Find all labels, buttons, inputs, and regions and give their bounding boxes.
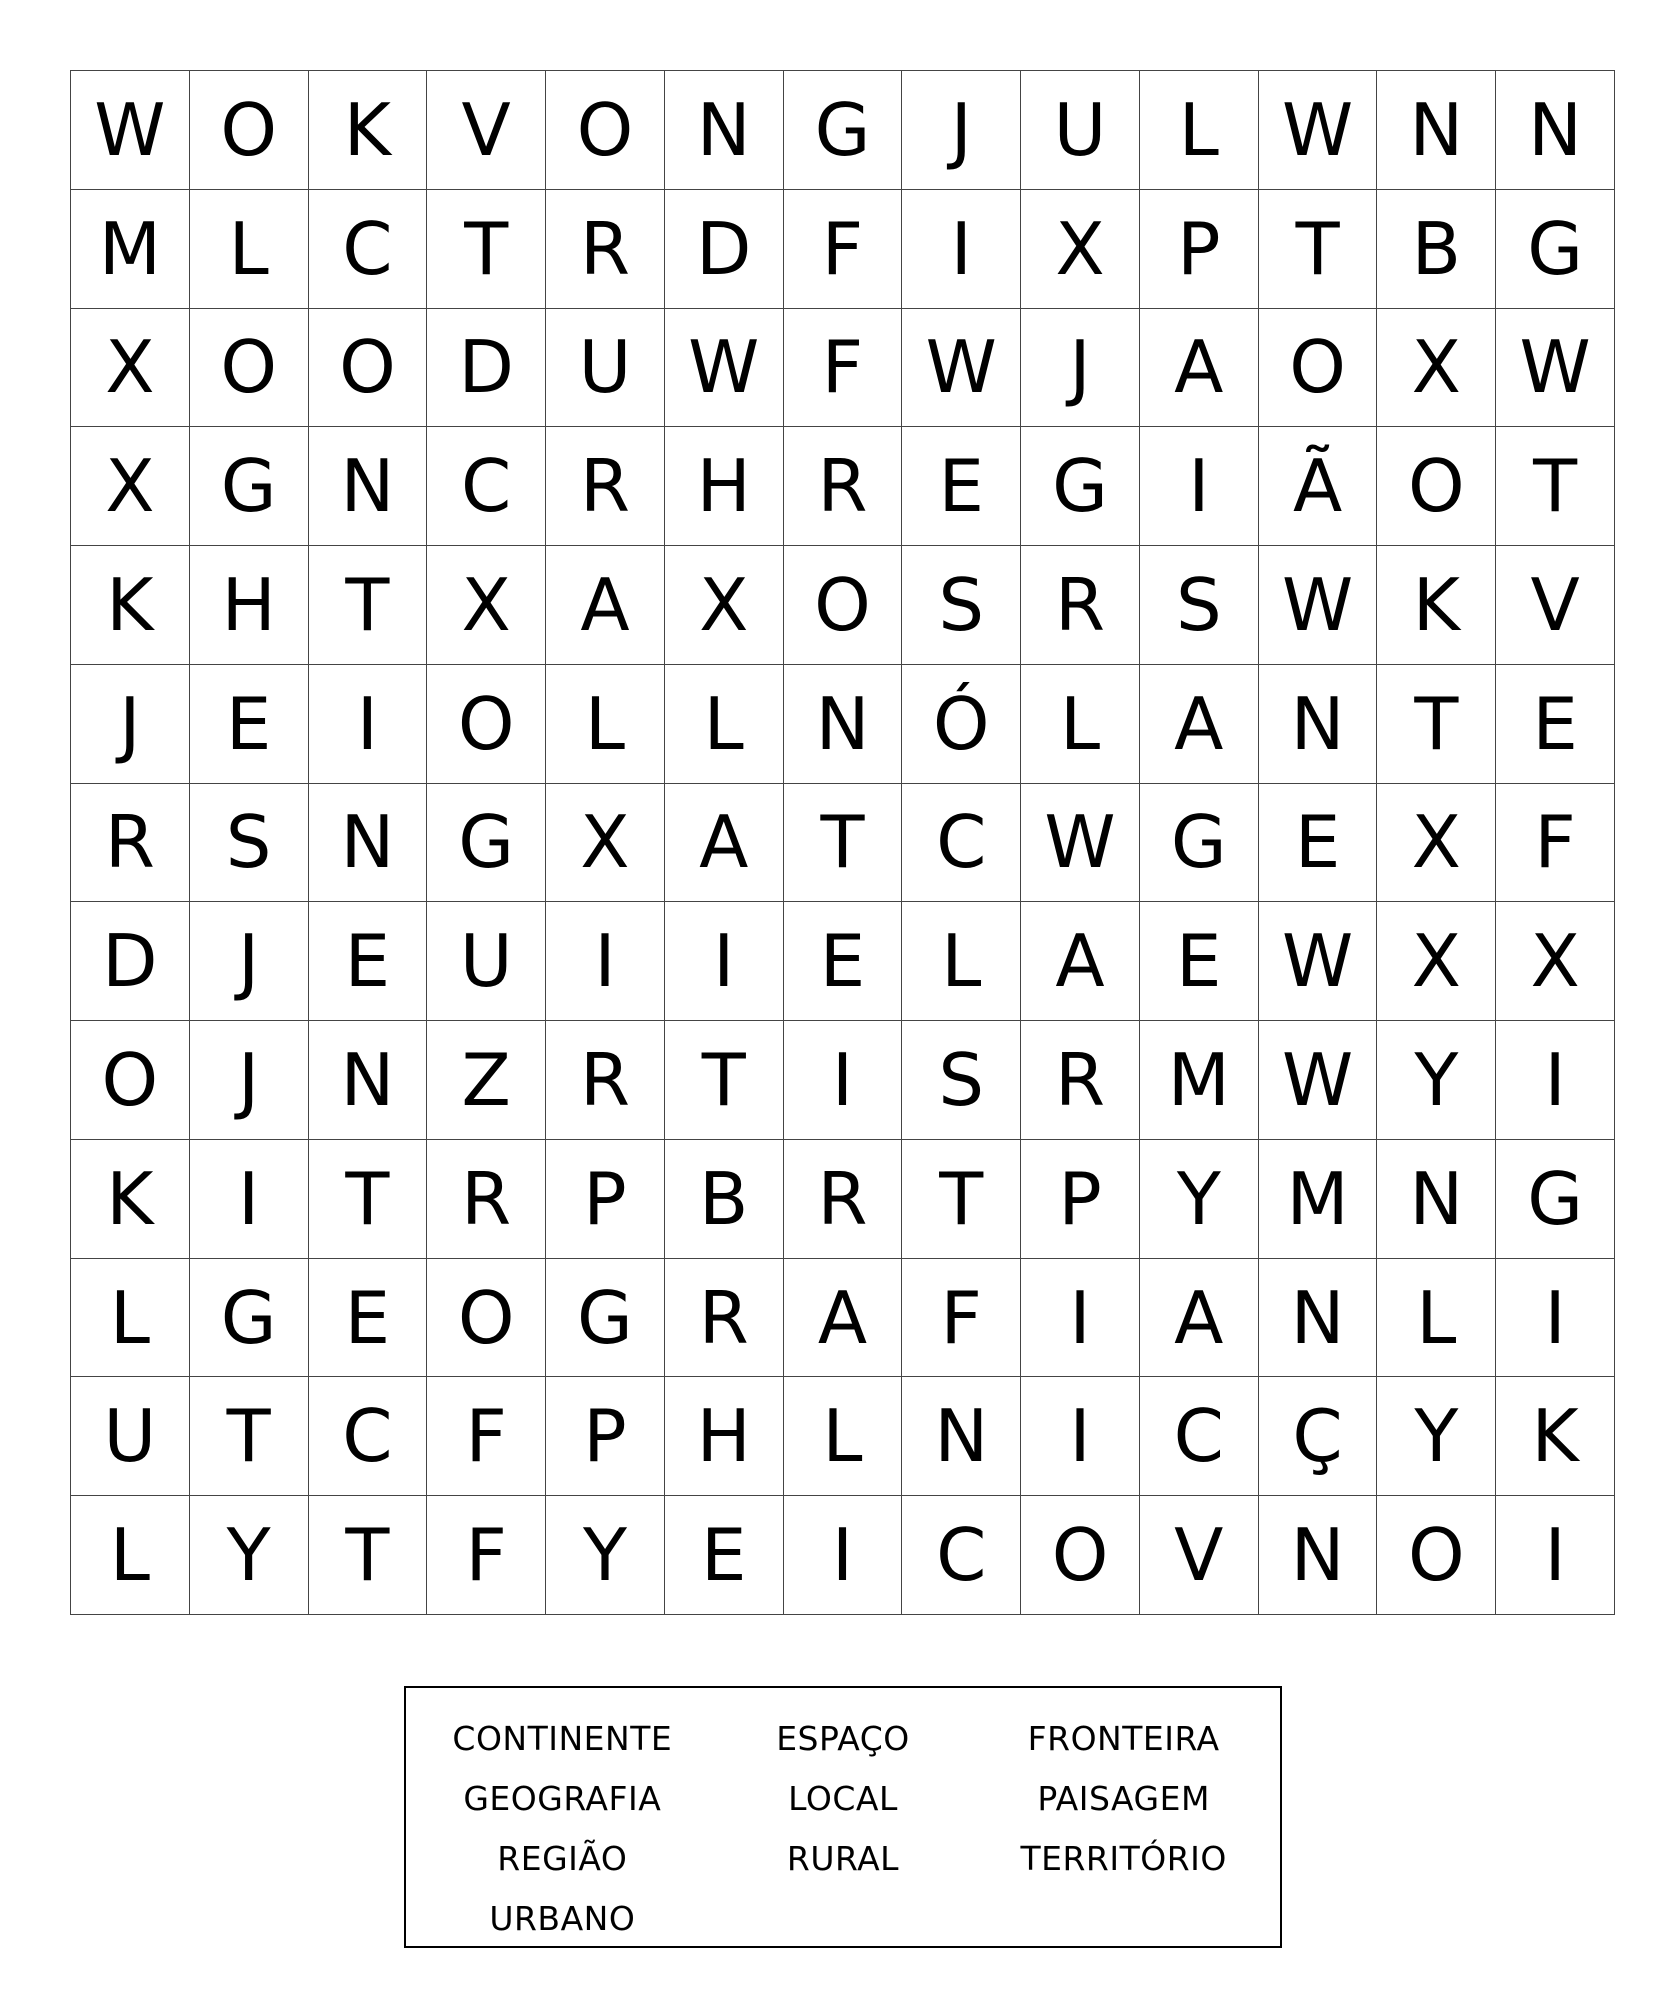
- grid-cell[interactable]: G: [1496, 1140, 1615, 1259]
- grid-cell[interactable]: W: [665, 309, 784, 428]
- grid-cell[interactable]: B: [665, 1140, 784, 1259]
- grid-cell[interactable]: L: [665, 665, 784, 784]
- grid-cell[interactable]: A: [1140, 309, 1259, 428]
- grid-cell[interactable]: I: [1496, 1496, 1615, 1615]
- grid-cell[interactable]: I: [902, 190, 1021, 309]
- grid-cell[interactable]: L: [190, 190, 309, 309]
- grid-cell[interactable]: R: [546, 190, 665, 309]
- grid-cell[interactable]: U: [71, 1377, 190, 1496]
- grid-cell[interactable]: N: [309, 427, 428, 546]
- grid-cell[interactable]: O: [427, 1259, 546, 1378]
- grid-cell[interactable]: T: [309, 1140, 428, 1259]
- grid-cell[interactable]: Y: [190, 1496, 309, 1615]
- grid-cell[interactable]: E: [190, 665, 309, 784]
- grid-cell[interactable]: T: [902, 1140, 1021, 1259]
- grid-cell[interactable]: T: [190, 1377, 309, 1496]
- grid-cell[interactable]: R: [1021, 1021, 1140, 1140]
- grid-cell[interactable]: X: [546, 784, 665, 903]
- grid-cell[interactable]: N: [1377, 71, 1496, 190]
- grid-cell[interactable]: F: [427, 1377, 546, 1496]
- grid-cell[interactable]: T: [1259, 190, 1378, 309]
- grid-cell[interactable]: D: [71, 902, 190, 1021]
- grid-cell[interactable]: N: [1377, 1140, 1496, 1259]
- grid-cell[interactable]: B: [1377, 190, 1496, 309]
- grid-cell[interactable]: F: [902, 1259, 1021, 1378]
- grid-cell[interactable]: N: [1259, 1259, 1378, 1378]
- grid-cell[interactable]: X: [1377, 902, 1496, 1021]
- grid-cell[interactable]: F: [1496, 784, 1615, 903]
- grid-cell[interactable]: H: [190, 546, 309, 665]
- word-bank-item: ESPAÇO: [776, 1718, 910, 1758]
- grid-cell[interactable]: I: [309, 665, 428, 784]
- grid-cell[interactable]: U: [1021, 71, 1140, 190]
- grid-cell[interactable]: U: [427, 902, 546, 1021]
- grid-cell[interactable]: C: [1140, 1377, 1259, 1496]
- grid-cell[interactable]: Y: [1377, 1377, 1496, 1496]
- grid-cell[interactable]: N: [902, 1377, 1021, 1496]
- grid-cell[interactable]: P: [546, 1377, 665, 1496]
- grid-cell[interactable]: W: [902, 309, 1021, 428]
- grid-cell[interactable]: M: [71, 190, 190, 309]
- grid-cell[interactable]: V: [427, 71, 546, 190]
- grid-cell[interactable]: I: [1140, 427, 1259, 546]
- grid-cell[interactable]: X: [1496, 902, 1615, 1021]
- grid-cell[interactable]: O: [190, 71, 309, 190]
- grid-cell[interactable]: X: [1377, 309, 1496, 428]
- grid-cell[interactable]: R: [71, 784, 190, 903]
- grid-cell[interactable]: J: [902, 71, 1021, 190]
- grid-cell[interactable]: D: [665, 190, 784, 309]
- grid-cell[interactable]: P: [546, 1140, 665, 1259]
- word-bank-item: TERRITÓRIO: [1020, 1838, 1227, 1878]
- grid-cell[interactable]: I: [546, 902, 665, 1021]
- grid-cell[interactable]: W: [1259, 902, 1378, 1021]
- word-bank-item: LOCAL: [788, 1778, 898, 1818]
- word-bank-item: CONTINENTE: [452, 1718, 673, 1758]
- grid-cell[interactable]: N: [309, 1021, 428, 1140]
- grid-cell[interactable]: R: [546, 427, 665, 546]
- grid-cell[interactable]: K: [71, 1140, 190, 1259]
- grid-cell[interactable]: E: [309, 1259, 428, 1378]
- grid-cell[interactable]: W: [1259, 1021, 1378, 1140]
- grid-cell[interactable]: Ã: [1259, 427, 1378, 546]
- grid-cell[interactable]: J: [1021, 309, 1140, 428]
- grid-cell[interactable]: U: [546, 309, 665, 428]
- grid-cell[interactable]: F: [784, 190, 903, 309]
- grid-cell[interactable]: L: [546, 665, 665, 784]
- grid-cell[interactable]: G: [1140, 784, 1259, 903]
- grid-cell[interactable]: W: [1021, 784, 1140, 903]
- grid-cell[interactable]: I: [1496, 1021, 1615, 1140]
- grid-cell[interactable]: L: [1021, 665, 1140, 784]
- grid-cell[interactable]: R: [427, 1140, 546, 1259]
- grid-cell[interactable]: R: [546, 1021, 665, 1140]
- grid-cell[interactable]: G: [546, 1259, 665, 1378]
- grid-cell[interactable]: G: [1496, 190, 1615, 309]
- grid-cell[interactable]: W: [71, 71, 190, 190]
- grid-cell[interactable]: C: [309, 190, 428, 309]
- grid-cell[interactable]: N: [1259, 665, 1378, 784]
- grid-cell[interactable]: F: [784, 309, 903, 428]
- grid-cell[interactable]: S: [190, 784, 309, 903]
- word-search-grid: [70, 70, 1615, 1615]
- grid-cell[interactable]: T: [1496, 427, 1615, 546]
- grid-cell[interactable]: E: [309, 902, 428, 1021]
- grid-cell[interactable]: I: [190, 1140, 309, 1259]
- grid-cell[interactable]: O: [1377, 1496, 1496, 1615]
- grid-cell[interactable]: L: [1377, 1259, 1496, 1378]
- grid-cell[interactable]: P: [1021, 1140, 1140, 1259]
- grid-cell[interactable]: T: [1377, 665, 1496, 784]
- grid-cell[interactable]: Ç: [1259, 1377, 1378, 1496]
- grid-cell[interactable]: I: [1021, 1259, 1140, 1378]
- grid-cell[interactable]: Y: [1140, 1140, 1259, 1259]
- grid-cell[interactable]: Y: [546, 1496, 665, 1615]
- grid-cell[interactable]: E: [1496, 665, 1615, 784]
- grid-cell[interactable]: L: [784, 1377, 903, 1496]
- grid-cell[interactable]: G: [190, 1259, 309, 1378]
- grid-cell[interactable]: K: [1496, 1377, 1615, 1496]
- grid-cell[interactable]: M: [1259, 1140, 1378, 1259]
- grid-cell[interactable]: O: [1377, 427, 1496, 546]
- grid-cell[interactable]: L: [1140, 71, 1259, 190]
- grid-cell[interactable]: J: [71, 665, 190, 784]
- grid-cell[interactable]: K: [309, 71, 428, 190]
- grid-cell[interactable]: J: [190, 1021, 309, 1140]
- grid-cell[interactable]: X: [1021, 190, 1140, 309]
- grid-cell[interactable]: C: [427, 427, 546, 546]
- grid-cell[interactable]: O: [1259, 309, 1378, 428]
- grid-cell[interactable]: E: [784, 902, 903, 1021]
- grid-cell[interactable]: I: [784, 1021, 903, 1140]
- grid-cell[interactable]: N: [1496, 71, 1615, 190]
- grid-cell[interactable]: N: [665, 71, 784, 190]
- grid-cell[interactable]: J: [190, 902, 309, 1021]
- grid-cell[interactable]: E: [902, 427, 1021, 546]
- grid-cell[interactable]: O: [546, 71, 665, 190]
- grid-cell[interactable]: C: [902, 1496, 1021, 1615]
- grid-cell[interactable]: T: [427, 190, 546, 309]
- grid-cell[interactable]: T: [309, 1496, 428, 1615]
- grid-cell[interactable]: X: [71, 309, 190, 428]
- grid-cell[interactable]: K: [71, 546, 190, 665]
- grid-cell[interactable]: Z: [427, 1021, 546, 1140]
- grid-cell[interactable]: N: [1259, 1496, 1378, 1615]
- grid-cell[interactable]: Y: [1377, 1021, 1496, 1140]
- grid-cell[interactable]: O: [1021, 1496, 1140, 1615]
- grid-cell[interactable]: X: [427, 546, 546, 665]
- grid-cell[interactable]: R: [1021, 546, 1140, 665]
- grid-cell[interactable]: T: [665, 1021, 784, 1140]
- grid-cell[interactable]: E: [665, 1496, 784, 1615]
- grid-cell[interactable]: N: [309, 784, 428, 903]
- grid-cell[interactable]: A: [665, 784, 784, 903]
- word-bank-item: REGIÃO: [497, 1838, 628, 1878]
- grid-cell[interactable]: I: [1021, 1377, 1140, 1496]
- grid-cell[interactable]: E: [1259, 784, 1378, 903]
- grid-cell[interactable]: Ó: [902, 665, 1021, 784]
- grid-cell[interactable]: C: [902, 784, 1021, 903]
- grid-cell[interactable]: G: [427, 784, 546, 903]
- grid-cell[interactable]: L: [71, 1496, 190, 1615]
- grid-cell[interactable]: M: [1140, 1021, 1259, 1140]
- grid-cell[interactable]: E: [1140, 902, 1259, 1021]
- grid-cell[interactable]: W: [1259, 71, 1378, 190]
- grid-cell[interactable]: F: [427, 1496, 546, 1615]
- grid-cell[interactable]: X: [1377, 784, 1496, 903]
- grid-cell[interactable]: X: [71, 427, 190, 546]
- grid-cell[interactable]: V: [1140, 1496, 1259, 1615]
- grid-cell[interactable]: H: [665, 1377, 784, 1496]
- grid-cell[interactable]: W: [1259, 546, 1378, 665]
- grid-cell[interactable]: K: [1377, 546, 1496, 665]
- grid-cell[interactable]: D: [427, 309, 546, 428]
- grid-cell[interactable]: A: [784, 1259, 903, 1378]
- grid-cell[interactable]: V: [1496, 546, 1615, 665]
- grid-cell[interactable]: S: [902, 546, 1021, 665]
- grid-cell[interactable]: L: [71, 1259, 190, 1378]
- grid-cell[interactable]: O: [71, 1021, 190, 1140]
- grid-cell[interactable]: O: [309, 309, 428, 428]
- grid-cell[interactable]: T: [309, 546, 428, 665]
- grid-cell[interactable]: A: [1021, 902, 1140, 1021]
- grid-cell[interactable]: L: [902, 902, 1021, 1021]
- grid-cell[interactable]: S: [902, 1021, 1021, 1140]
- grid-cell[interactable]: G: [190, 427, 309, 546]
- grid-cell[interactable]: R: [665, 1259, 784, 1378]
- grid-cell[interactable]: S: [1140, 546, 1259, 665]
- grid-cell[interactable]: O: [190, 309, 309, 428]
- grid-cell[interactable]: N: [784, 665, 903, 784]
- grid-cell[interactable]: H: [665, 427, 784, 546]
- grid-cell[interactable]: A: [1140, 1259, 1259, 1378]
- grid-cell[interactable]: T: [784, 784, 903, 903]
- word-bank-item: GEOGRAFIA: [463, 1778, 662, 1818]
- grid-cell[interactable]: I: [784, 1496, 903, 1615]
- grid-cell[interactable]: W: [1496, 309, 1615, 428]
- grid-cell[interactable]: A: [1140, 665, 1259, 784]
- grid-cell[interactable]: O: [427, 665, 546, 784]
- grid-cell[interactable]: C: [309, 1377, 428, 1496]
- grid-cell[interactable]: I: [1496, 1259, 1615, 1378]
- grid-cell[interactable]: R: [784, 427, 903, 546]
- grid-cell[interactable]: O: [784, 546, 903, 665]
- word-bank-item: PAISAGEM: [1037, 1778, 1210, 1818]
- word-bank-item: RURAL: [786, 1838, 900, 1878]
- grid-cell[interactable]: G: [784, 71, 903, 190]
- word-bank: [404, 1686, 1282, 1948]
- grid-cell[interactable]: R: [784, 1140, 903, 1259]
- grid-cell[interactable]: I: [665, 902, 784, 1021]
- grid-cell[interactable]: X: [665, 546, 784, 665]
- word-bank-item: URBANO: [489, 1898, 636, 1938]
- grid-cell[interactable]: P: [1140, 190, 1259, 309]
- word-bank-item: FRONTEIRA: [1027, 1718, 1220, 1758]
- grid-cell[interactable]: G: [1021, 427, 1140, 546]
- grid-cell[interactable]: A: [546, 546, 665, 665]
